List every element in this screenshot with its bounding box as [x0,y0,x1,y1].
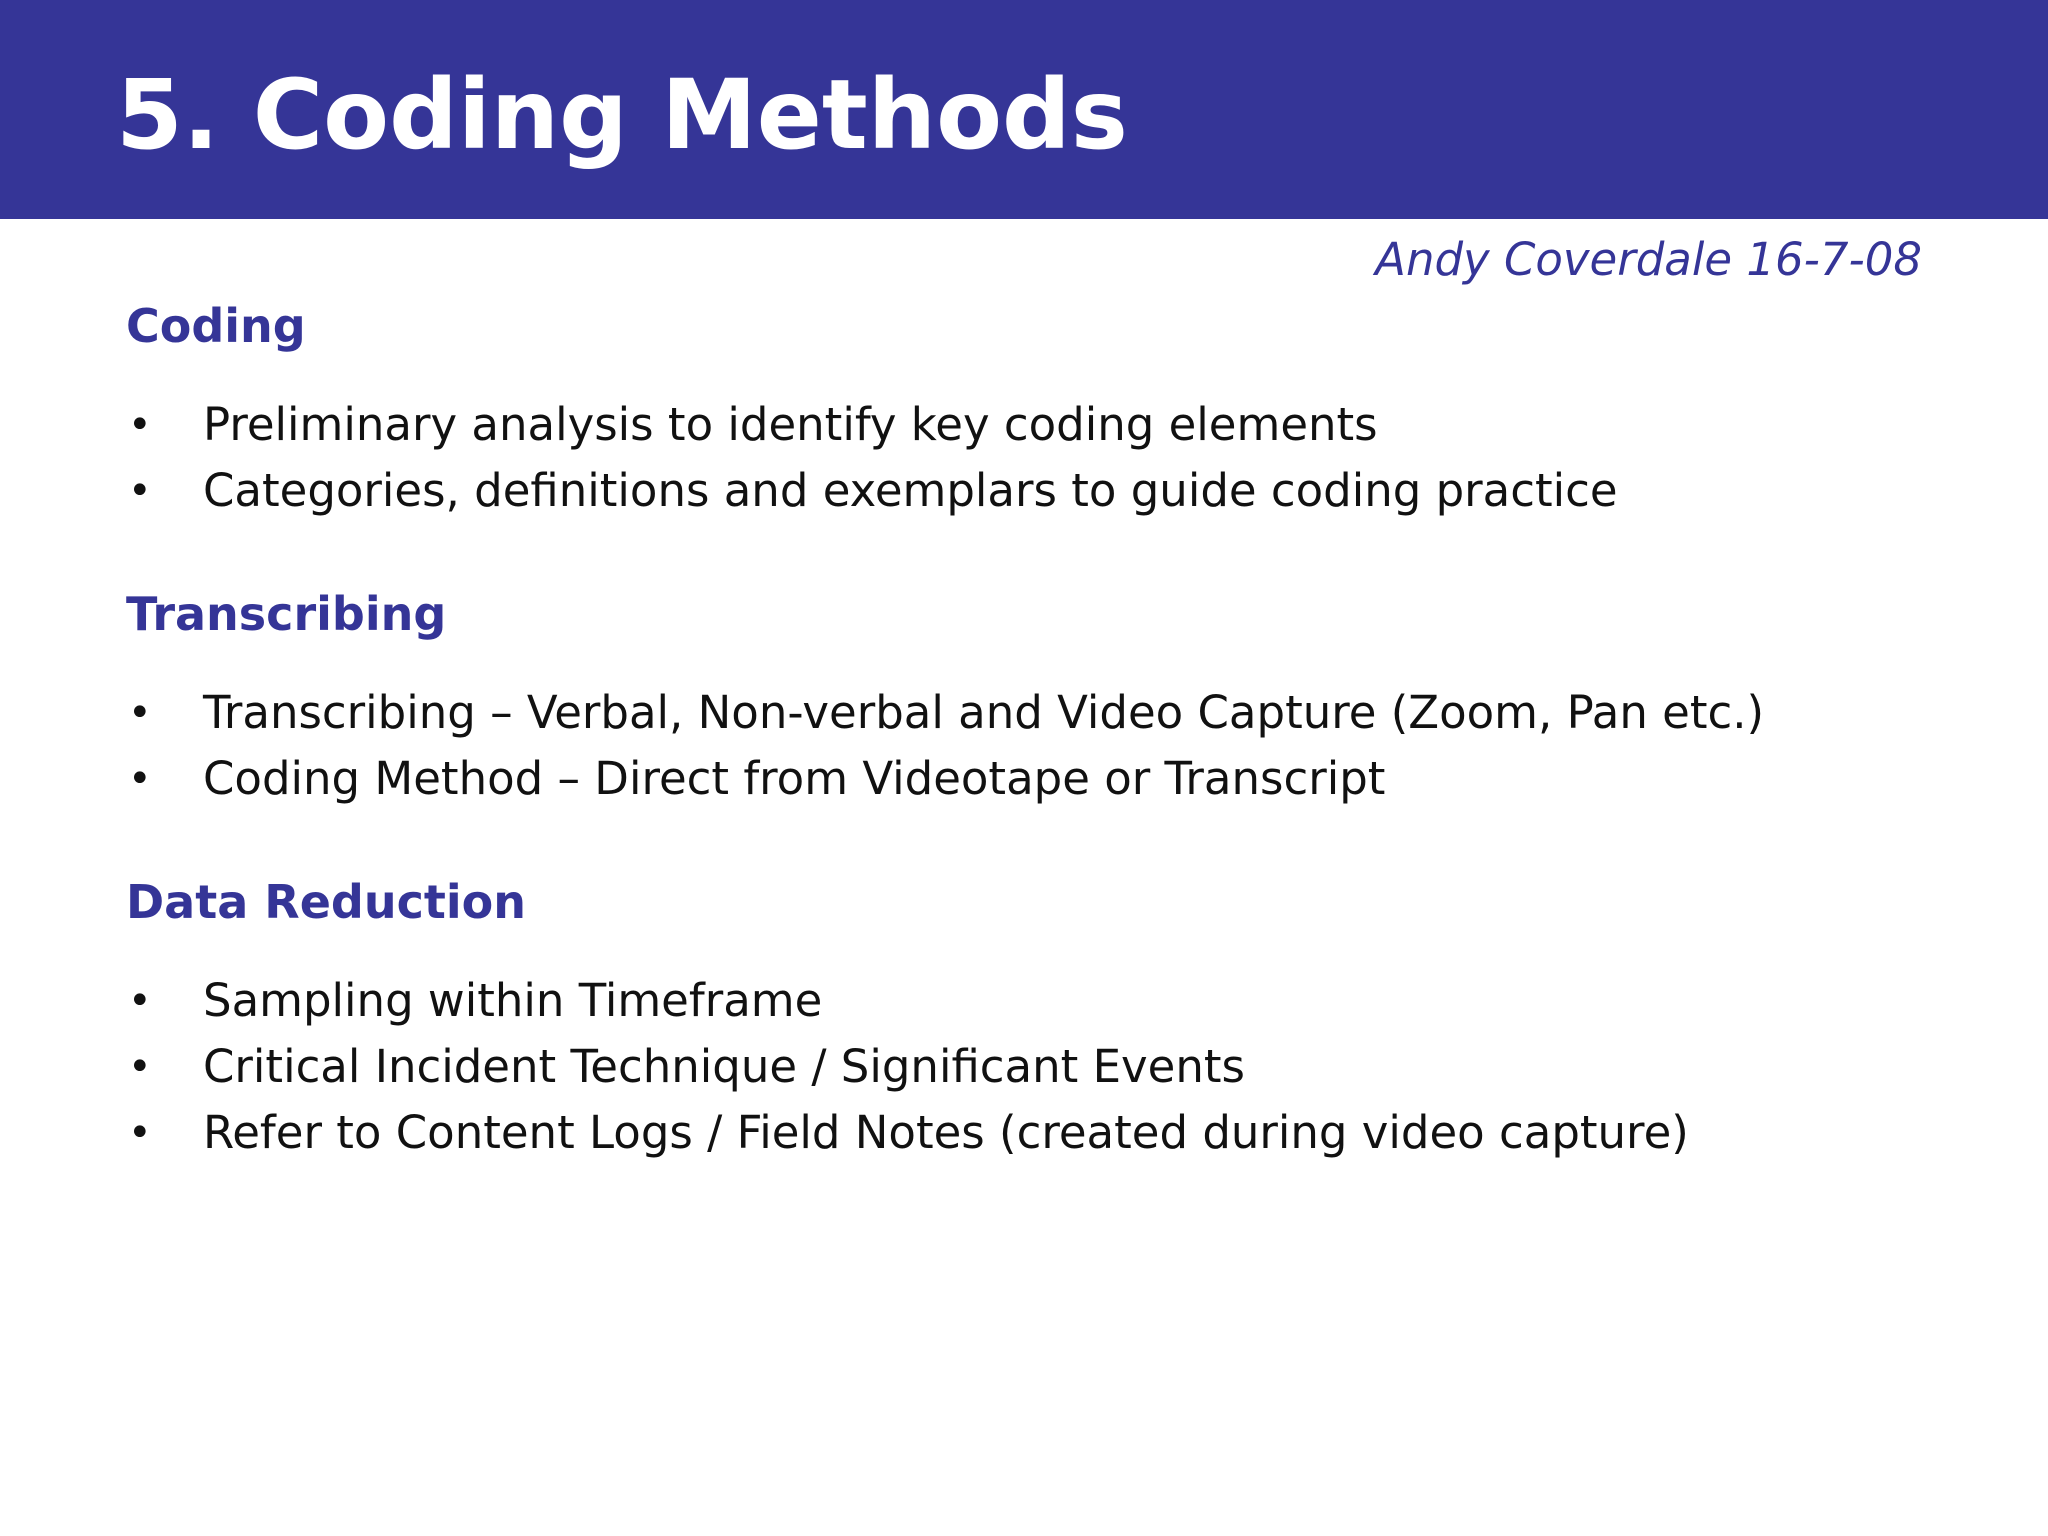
bullet-icon: • [128,1110,152,1156]
author-credit: Andy Coverdale 16-7-08 [1375,233,1922,286]
section-heading-data-reduction: Data Reduction [126,875,526,929]
bullet-icon: • [128,402,152,448]
section-heading-coding: Coding [126,299,306,353]
list-item-text: Preliminary analysis to identify key coding elements [203,398,1378,451]
slide-title: 5. Coding Methods [116,59,1128,171]
bullet-icon: • [128,1044,152,1090]
list-item-text: Sampling within Timeframe [203,974,823,1027]
bullet-icon: • [128,690,152,736]
section-heading-transcribing: Transcribing [126,587,447,641]
list-item-text: Refer to Content Logs / Field Notes (created during video capture) [203,1106,1689,1159]
bullet-icon: • [128,468,152,514]
bullet-icon: • [128,756,152,802]
list-item-text: Categories, definitions and exemplars to guide coding practice [203,464,1618,517]
list-item-text: Transcribing – Verbal, Non-verbal and Video Capture (Zoom, Pan etc.) [203,686,1765,739]
list-item-text: Coding Method – Direct from Videotape or Transcript [203,752,1386,805]
bullet-icon: • [128,978,152,1024]
title-bar [0,0,2048,219]
list-item-text: Critical Incident Technique / Significant Events [203,1040,1245,1093]
